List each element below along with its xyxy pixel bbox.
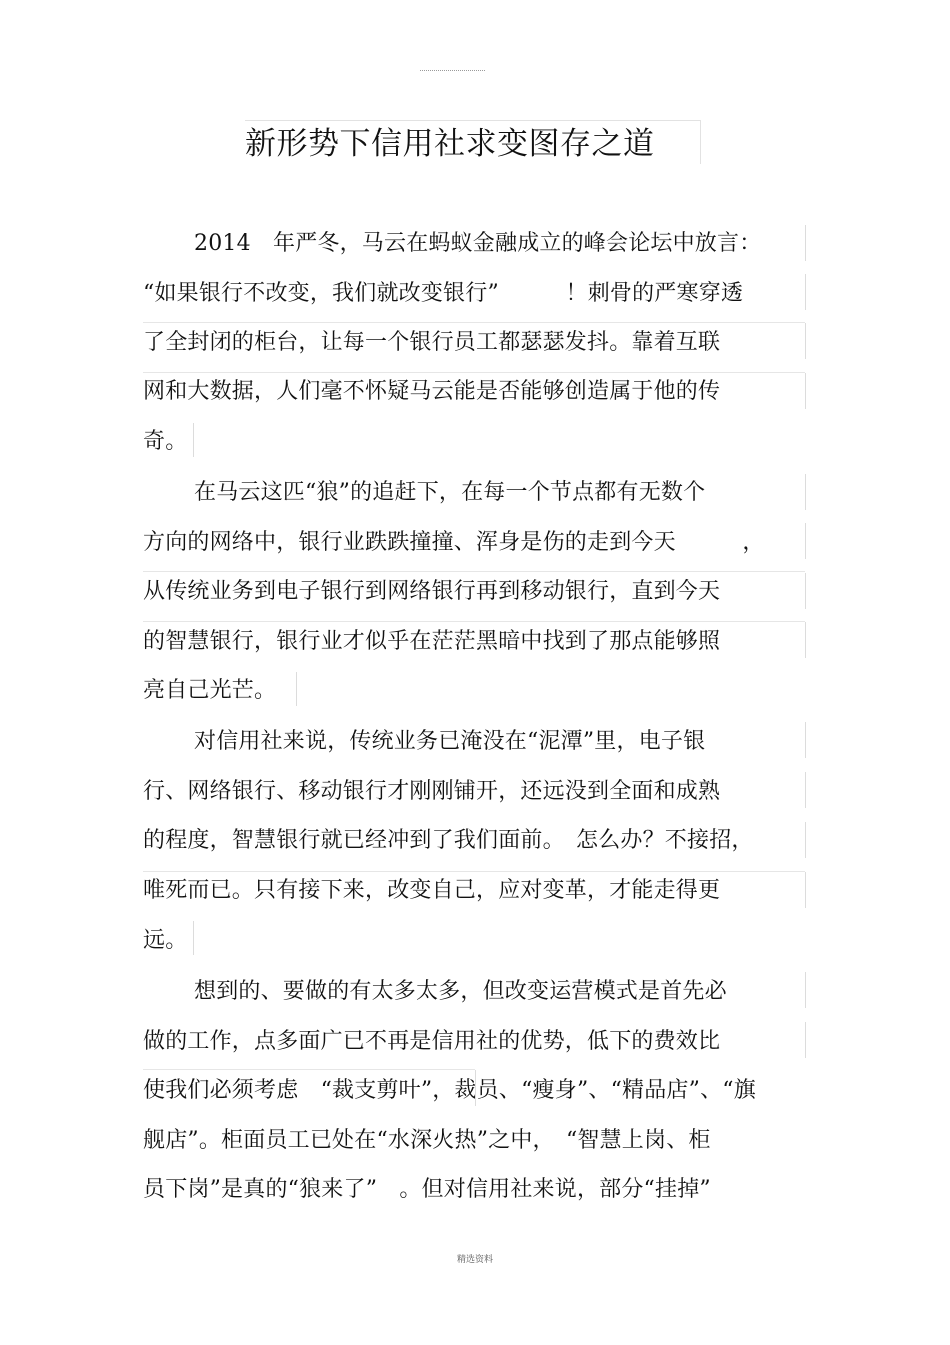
layout-guide bbox=[805, 722, 806, 758]
layout-guide bbox=[805, 323, 806, 359]
text-line: “如果银行不改变，我们就改变银行” ！刺骨的严寒穿透 bbox=[143, 281, 744, 306]
layout-guide bbox=[805, 474, 806, 510]
text-line: 在马云这匹“狼”的追赶下，在每一个节点都有无数个 bbox=[194, 480, 706, 505]
text-line: 对信用社来说，传统业务已淹没在“泥潭”里，电子银 bbox=[194, 729, 706, 754]
text-line: 网和大数据，人们毫不怀疑马云能是否能够创造属于他的传 bbox=[143, 379, 721, 404]
text-line: 想到的、要做的有太多太多，但改变运营模式是首先必 bbox=[194, 979, 727, 1004]
layout-guide bbox=[805, 822, 806, 858]
layout-guide bbox=[805, 523, 806, 559]
layout-guide bbox=[475, 1070, 476, 1106]
text-line: 奇。 bbox=[143, 429, 188, 454]
layout-guide bbox=[805, 872, 806, 908]
layout-guide bbox=[143, 571, 805, 572]
document-title: 新形势下信用社求变图存之道 bbox=[245, 126, 655, 162]
layout-guide bbox=[143, 871, 805, 872]
text-line: 从传统业务到电子银行到网络银行再到移动银行，直到今天 bbox=[143, 579, 721, 604]
layout-guide bbox=[143, 621, 805, 622]
layout-guide bbox=[805, 274, 806, 310]
text-line: 员下岗”是真的“狼来了” 。但对信用社来说，部分“挂掉” bbox=[143, 1177, 711, 1202]
text-line: 2014 年严冬，马云在蚂蚁金融成立的峰会论坛中放言： bbox=[194, 231, 762, 256]
text-line: 唯死而已。只有接下来，改变自己，应对变革，才能走得更 bbox=[143, 878, 721, 903]
text-line: 亮自己光芒。 bbox=[143, 678, 277, 703]
layout-guide bbox=[805, 373, 806, 409]
text-line: 使我们必须考虑 “裁支剪叶”，裁员、“瘦身”、“精品店”、“旗 bbox=[143, 1078, 756, 1103]
text-line: 了全封闭的柜台，让每一个银行员工都瑟瑟发抖。靠着互联 bbox=[143, 330, 721, 355]
layout-guide bbox=[193, 423, 194, 457]
layout-guide bbox=[143, 372, 805, 373]
text-line: 的程度，智慧银行就已经冲到了我们面前。 怎么办？不接招， bbox=[143, 828, 754, 853]
text-line: 方向的网络中，银行业跌跌撞撞、浑身是伤的走到今天 ， bbox=[143, 530, 765, 555]
text-line: 行、网络银行、移动银行才刚刚铺开，还远没到全面和成熟 bbox=[143, 779, 721, 804]
page-footer: 精选资料 bbox=[456, 1255, 493, 1265]
layout-guide bbox=[143, 322, 805, 323]
top-dotted-rule bbox=[420, 70, 485, 71]
text-line: 远。 bbox=[143, 928, 188, 953]
layout-guide bbox=[805, 772, 806, 808]
text-line: 的智慧银行，银行业才似乎在茫茫黑暗中找到了那点能够照 bbox=[143, 629, 721, 654]
layout-guide bbox=[805, 622, 806, 658]
layout-guide bbox=[805, 1022, 806, 1058]
layout-guide bbox=[805, 225, 806, 261]
layout-guide bbox=[193, 921, 194, 955]
layout-guide bbox=[143, 1069, 475, 1070]
text-line: 做的工作，点多面广已不再是信用社的优势，低下的费效比 bbox=[143, 1029, 721, 1054]
layout-guide bbox=[805, 972, 806, 1008]
layout-guide bbox=[296, 672, 297, 706]
text-line: 舰店”。柜面员工已处在“水深火热”之中， “智慧上岗、柜 bbox=[143, 1128, 711, 1153]
layout-guide bbox=[805, 573, 806, 609]
